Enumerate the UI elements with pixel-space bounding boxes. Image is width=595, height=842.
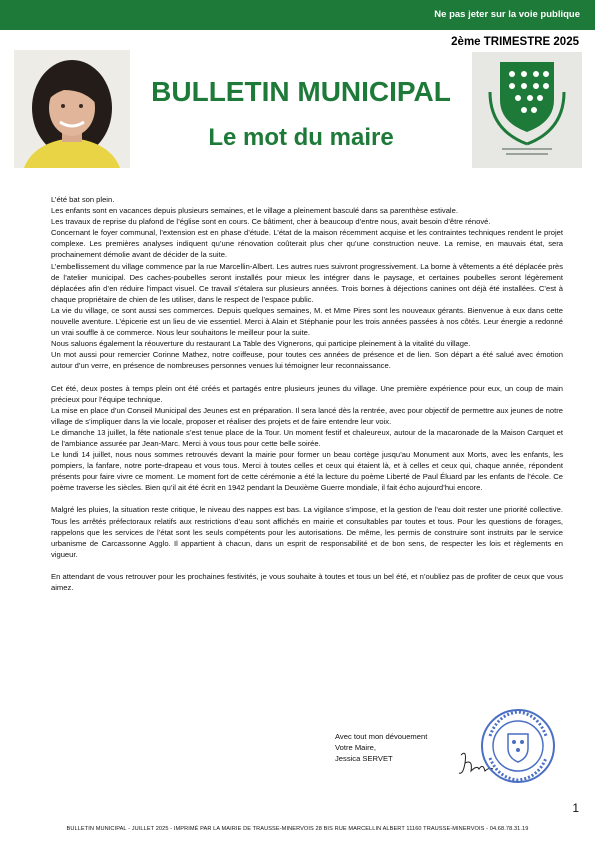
banner-text: Ne pas jeter sur la voie publique xyxy=(434,9,580,20)
letter-paragraph: La mise en place d’un Conseil Municipal des Jeunes est en préparation. Il sera lancé dès la rentrée, avec pour objectif de permettre aux jeunes de notre village de s’impliquer dans la vie locale, proposer et réaliser des projets et de faire entendre leur voix. xyxy=(51,405,563,426)
mayor-photo xyxy=(14,50,130,168)
letter-paragraph: Concernant le foyer communal, l’extension est en phase d’étude. L’état de la maison récemment acquise et les contraintes techniques rendent le projet complexe. Les premières analyses indiquent qu’une rénovation coûterait plus cher qu’une construction neuve. La remise, en mauvais état, sera prochainement démolie avant de décider de la suite. xyxy=(51,228,563,260)
letter-paragraph: Cet été, deux postes à temps plein ont été créés et partagés entre plusieurs jeunes du village. Une première expérience pour eux, un coup de main précieux pour l’équipe technique. xyxy=(51,383,563,404)
letter-paragraph: Le lundi 14 juillet, nous nous sommes retrouvés devant la mairie pour former un beau cortège jusqu’au Monument aux Morts, avec les enfants, les pompiers, la fanfare, notre porte-drapeau et vous tous. Merci à toutes celles et ceux qui étaient là, et à celles et ceux qui, chaque année, répondent présents pour faire vivre ce moment. Le moment fort de cette cérémonie a été la lecture du poème Liberté de Paul Éluard par les enfants de l’école. Ce poème traverse les siècles. Bien qu’il ait été écrit en 1942 pendant la Deuxième Guerre mondiale, il fait écho aujourd’hui encore. xyxy=(51,450,563,493)
paragraph-gap xyxy=(51,372,563,383)
paragraph-gap xyxy=(51,493,563,504)
letter-paragraph: Le dimanche 13 juillet, la fête nationale s’est tenue place de la Tour. Un moment festif et chaleureux, autour de la macaronade de la Maison Carquet et de l’ambiance assurée par Jean-Marc. Merci à vous tous pour cette belle soirée. xyxy=(51,427,563,448)
signer-name: Jessica SERVET xyxy=(335,754,393,763)
letter-paragraph: Les enfants sont en vacances depuis plusieurs semaines, et le village a pleinement basculé dans sa parenthèse estivale. xyxy=(51,206,458,216)
letter-paragraph: Nous saluons également la réouverture du restaurant La Table des Vignerons, qui participe pleinement à la vitalité du village. xyxy=(51,339,471,349)
mayor-letter xyxy=(51,194,563,593)
page-number: 1 xyxy=(572,801,579,815)
letter-paragraph: Malgré les pluies, la situation reste critique, le niveau des nappes est bas. La vigilance s’impose, et la gestion de l’eau doit rester une priorité collective. Tous les arrêtés préfectoraux relatifs aux restrictions d’eau sont affichés en mairie et consultables par toutes et tous. Pour les questions de forages, rappelons que les services de l’état sont les seuls compétents pour les autorisations. De même, les permis de construire sont instruits par le service urbanisme de Carcassonne Agglo. Il appartient à chacun, dans un esprit de responsabilité et de bon sens, de respecter les lois et règlements en vigueur. xyxy=(51,505,563,559)
municipal-crest xyxy=(472,52,582,168)
footer-imprint: BULLETIN MUNICIPAL - JUILLET 2025 - IMPRIMÉ PAR LA MAIRIE DE TRAUSSE-MINERVOIS 28 BIS RUE MARCELLIN ALBERT 11160 TRAUSSE-MINERVOIS - 04.68.78.31.19 xyxy=(66,826,529,832)
letter-paragraph: Les travaux de reprise du plafond de l’église sont en cours. Ce bâtiment, cher à beaucoup d’entre nous, avait besoin d’être rénové. xyxy=(51,217,491,227)
paragraph-gap xyxy=(51,560,563,571)
letter-paragraph: L’embellissement du village commence par la rue Marcellin-Albert. Les autres rues suivront progressivement. La borne à vêtements a été déplacée près de l’atelier municipal. Des caches-poubelles seront installés pour mieux les intégrer dans le paysage, et certaines poubelles seront légèrement déplacées afin d’en réduire l’impact visuel. Ce travail s’étalera sur plusieurs années. Trois bornes à déjections canines ont déjà été installées. C’est à chaque propriétaire de chien de les utiliser, dans le respect de l’espace public. xyxy=(51,261,563,304)
top-banner xyxy=(0,0,595,30)
official-stamp xyxy=(478,706,558,786)
bulletin-title: BULLETIN MUNICIPAL xyxy=(151,76,451,107)
quarter-label: 2ème TRIMESTRE 2025 xyxy=(451,36,579,48)
letter-paragraph: En attendant de vous retrouver pour les prochaines festivités, je vous souhaite à toutes et tous un bel été, et n’oubliez pas de profiter de ceux que vous aimez. xyxy=(51,571,563,592)
letter-paragraph: Un mot aussi pour remercier Corinne Mathez, notre coiffeuse, pour toutes ces années de présence et de lien. Son départ a été salué avec émotion autour d’un verre, en présence de nombreuses personnes venues lui témoigner leur reconnaissance. xyxy=(51,350,563,371)
bulletin-subtitle: Le mot du maire xyxy=(208,124,394,151)
closing-line: Avec tout mon dévouement xyxy=(335,732,428,741)
signature-block xyxy=(335,731,427,764)
signer-role: Votre Maire, xyxy=(335,743,376,752)
letter-paragraph: La vie du village, ce sont aussi ses commerces. Depuis quelques semaines, M. et Mme Pires sont les nouveaux gérants. Bienvenue à eux dans cette nouvelle aventure. L’épicerie est un lieu de vie essentiel. Merci à Alain et Stéphanie pour les trois années passées à nos côtés. Leur énergie a redonné un vrai souffle à ce commerce. Nous leur souhaitons le meilleur pour la suite. xyxy=(51,305,563,338)
letter-paragraph: L’été bat son plein. xyxy=(51,195,115,204)
